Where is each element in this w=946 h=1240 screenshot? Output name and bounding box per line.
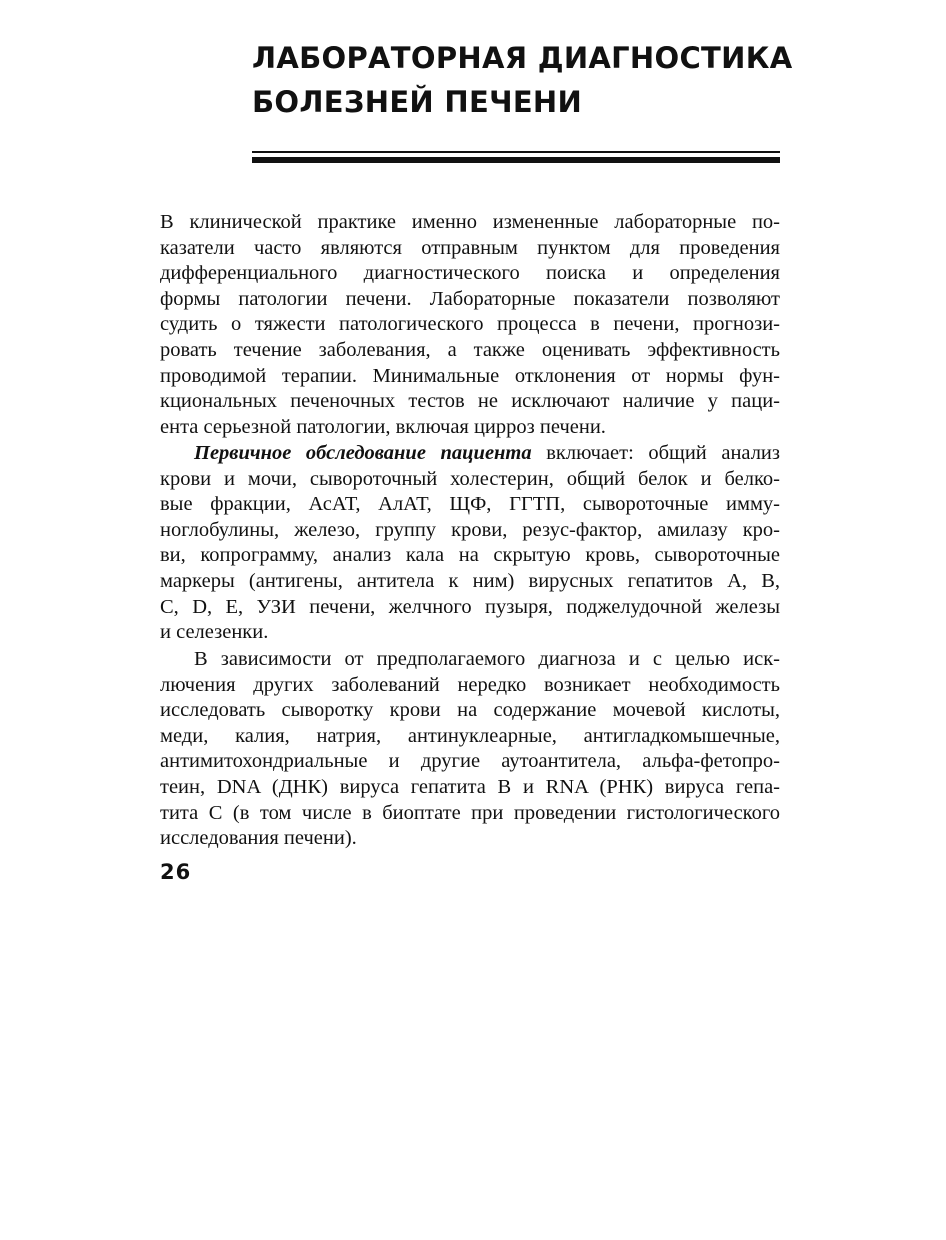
text-line: меди, калия, натрия, антинуклеарные, антигладкомышечные, xyxy=(160,724,780,747)
text-line: ровать течение заболевания, а также оценивать эффективность xyxy=(160,338,780,361)
text-line: ноглобулины, железо, группу крови, резус-фактор, амилазу кро- xyxy=(160,518,780,541)
text-line: и селезенки. xyxy=(160,621,269,644)
text-line: вые фракции, АсАТ, АлАТ, ЩФ, ГГТП, сывороточные имму- xyxy=(160,493,780,516)
chapter-title xyxy=(252,36,812,124)
text-line: маркеры (антигены, антитела к ним) вирусных гепатитов А, В, xyxy=(160,569,780,592)
text-line: В зависимости от предполагаемого диагноза и с целью иск- xyxy=(194,648,780,670)
text-line: крови и мочи, сывороточный холестерин, общий белок и белко- xyxy=(160,467,780,490)
text-line: лючения других заболеваний нередко возникает необходимость xyxy=(160,673,780,696)
text-line: формы патологии печени. Лабораторные показатели позволяют xyxy=(160,287,780,310)
paragraph-intro xyxy=(160,210,780,440)
text-line: дифференциального диагностического поиска и определения xyxy=(160,262,780,285)
text-line: кциональных печеночных тестов не исключают наличие у паци- xyxy=(160,390,780,413)
text-line-first xyxy=(160,441,780,467)
text-line: исследовать сыворотку крови на содержание мочевой кислоты, xyxy=(160,699,780,722)
page-number: 26 xyxy=(160,860,192,884)
text-line: С, D, Е, УЗИ печени, желчного пузыря, поджелудочной железы xyxy=(160,595,780,618)
paragraph-primary-exam xyxy=(160,441,780,646)
chapter-title-line-1: ЛАБОРАТОРНАЯ ДИАГНОСТИКА xyxy=(252,41,793,75)
text-line: судить о тяжести патологического процесса в печени, прогнози- xyxy=(160,313,780,336)
text-line: антимитохондриальные и другие аутоантитела, альфа-фетопро- xyxy=(160,750,780,773)
title-rule-thick xyxy=(252,157,780,163)
text-line: В клинической практике именно измененные лабораторные по- xyxy=(160,211,780,233)
paragraph-lead-term: Первичное обследование пациента xyxy=(194,442,532,464)
text-line: ви, копрограмму, анализ кала на скрытую кровь, сывороточные xyxy=(160,544,780,567)
text-line: проводимой терапии. Минимальные отклонения от нормы фун- xyxy=(160,364,780,387)
text-line: ента серьезной патологии, включая цирроз печени. xyxy=(160,415,606,438)
paragraph-additional-tests xyxy=(160,647,780,852)
paragraph-lead-rest: включает: общий анализ xyxy=(531,442,780,464)
text-line: тита С (в том числе в биоптате при проведении гистологического xyxy=(160,801,780,824)
text-line: казатели часто являются отправным пунктом для проведения xyxy=(160,236,780,259)
text-line: исследования печени). xyxy=(160,827,357,850)
chapter-title-line-2: БОЛЕЗНЕЙ ПЕЧЕНИ xyxy=(252,85,583,119)
title-rule-thin xyxy=(252,151,780,153)
text-line: теин, DNA (ДНК) вируса гепатита В и RNA (РНК) вируса гепа- xyxy=(160,775,780,798)
